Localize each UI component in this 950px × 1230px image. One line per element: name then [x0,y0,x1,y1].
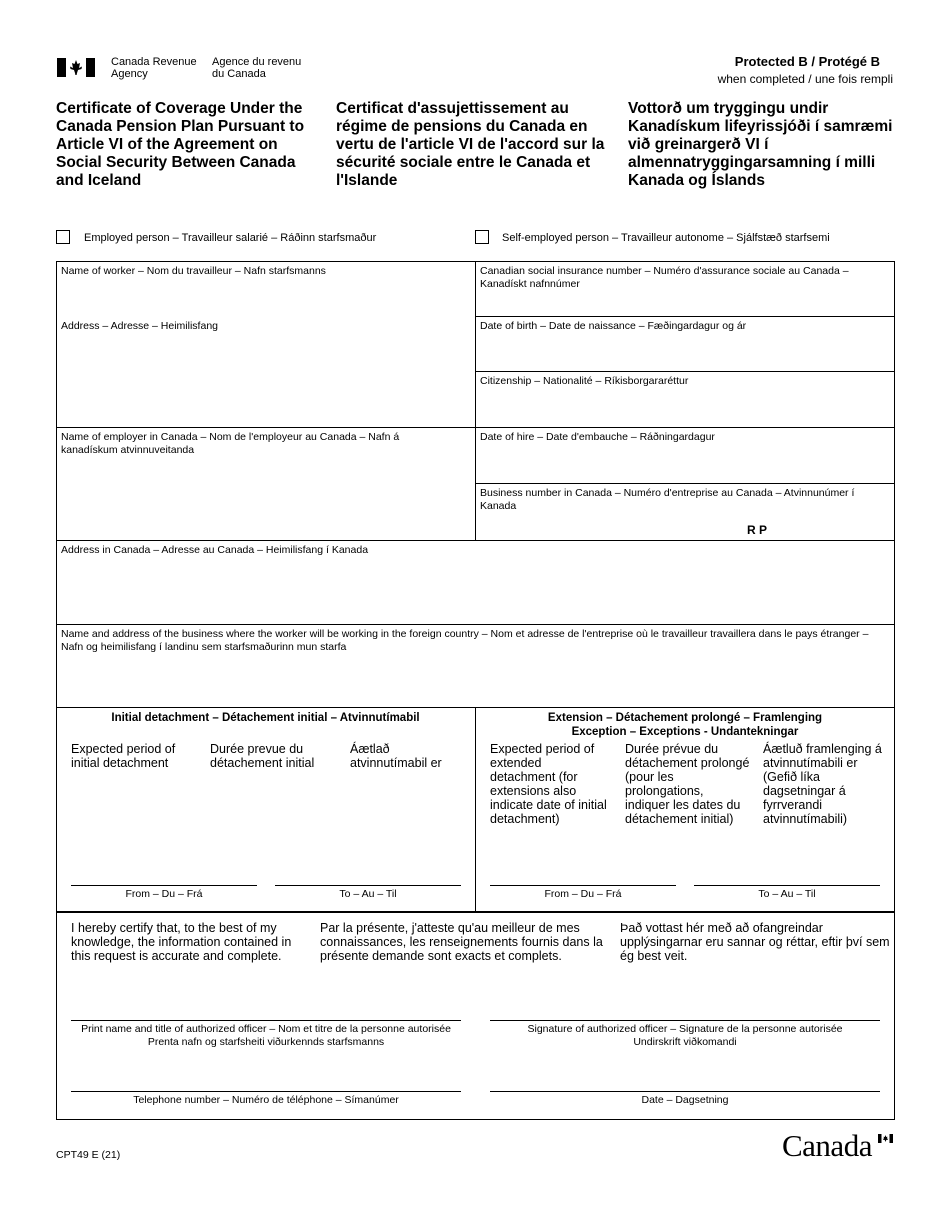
agency-name-en: Canada Revenue Agency [111,56,197,80]
initial-col-is: Áætlað atvinnutímabil er [350,742,442,770]
initial-from-label: From – Du – Frá [125,888,203,900]
certify-fr: Par la présente, j'atteste qu'au meilleur de mes connaissances, les renseignements fournis dans la présente demande sont exacts et complets. [320,921,603,963]
initial-to-label: To – Au – Til [339,888,397,900]
business-foreign-label: Name and address of the business where the worker will be working in the foreign country – Nom et adresse de l'entreprise où le travailleur travaillera dans le pays étranger – Nafn og heimilisfang í landinu sem starfsmaðurinn mun starfa [61,628,869,653]
date-field[interactable] [490,1094,880,1107]
signature-field[interactable] [485,1023,885,1048]
employed-label: Employed person – Travailleur salarié – Ráðinn starfsmaður [84,232,377,244]
title-fr: Certificat d'assujettissement au régime de pensions du Canada en vertu de l'article VI de l'accord sur la sécurité sociale entre le Canada et l'Islande [336,100,605,189]
address-canada-label: Address in Canada – Adresse au Canada – Heimilisfang í Kanada [61,544,369,556]
initial-col-en: Expected period of initial detachment [71,742,176,770]
rp-label: R P [747,523,768,537]
extension-from-field[interactable] [490,888,676,902]
self-employed-label: Self-employed person – Travailleur autonome – Sjálfstæð starfsemi [502,232,830,244]
certify-is: Það vottast hér með að ofangreindar upplýsingarnar eru sannar og réttar, eftir því sem ég best veit. [620,921,890,963]
canada-flag-logo [57,58,95,77]
certify-en: I hereby certify that, to the best of my knowledge, the information contained in this request is accurate and complete. [71,921,292,963]
initial-col-fr: Durée prevue du détachement initial [210,742,315,770]
print-name-label-2: Prenta nafn og starfsheiti viðurkennds starfsmanns [147,1035,385,1048]
wordmark-flag-icon [878,1134,893,1143]
sin-label: Canadian social insurance number – Numéro d'assurance sociale au Canada – Kanadískt nafnnúmer [480,265,849,290]
signature-label-1: Signature of authorized officer – Signature de la personne autorisée [527,1023,843,1035]
address-field[interactable] [56,316,475,427]
self-employed-checkbox[interactable] [475,230,489,244]
form-code: CPT49 E (21) [56,1149,121,1161]
print-name-field[interactable] [66,1023,466,1048]
initial-from-field[interactable] [71,888,257,902]
initial-heading: Initial detachment – Détachement initial – Atvinnutímabil [111,712,420,724]
business-number-field[interactable] [475,483,895,540]
telephone-field[interactable] [71,1094,461,1107]
business-foreign-field[interactable] [56,624,895,707]
hire-date-label: Date of hire – Date d'embauche – Ráðningardagur [480,431,715,443]
worker-name-label: Name of worker – Nom du travailleur – Nafn starfsmanns [61,265,326,277]
telephone-label: Telephone number – Numéro de téléphone – Símanúmer [133,1094,399,1106]
date-label: Date – Dagsetning [641,1094,729,1106]
employer-field[interactable] [56,427,475,540]
address-canada-field[interactable] [56,540,895,624]
signature-label-2: Undirskrift viðkomandi [633,1035,737,1048]
extension-to-field[interactable] [694,888,880,902]
sin-field[interactable] [475,261,895,316]
extension-col-en: Expected period of extended detachment (for extensions also indicate date of initial detachment) [490,742,607,826]
title-en: Certificate of Coverage Under the Canada Pension Plan Pursuant to Article VI of the Agreement on Social Security Between Canada and Iceland [56,100,305,189]
initial-to-field[interactable] [275,888,461,902]
extension-col-is: Áætluð framlenging á atvinnutímabili er (Gefið líka dagsetningar á fyrrverandi atvinnutímabili) [763,742,882,826]
extension-to-label: To – Au – Til [758,888,816,900]
extension-col-fr: Durée prévue du détachement prolongé (pour les prolongations, indiquer les dates du détachement initial) [625,742,750,826]
business-number-label: Business number in Canada – Numéro d'entreprise au Canada – Atvinnunúmer í Kanada [480,487,855,512]
dob-field[interactable] [475,316,895,371]
extension-from-label: From – Du – Frá [544,888,622,900]
dob-label: Date of birth – Date de naissance – Fæðingardagur og ár [480,320,747,332]
protected-label: Protected B / Protégé B [734,54,880,69]
canada-wordmark: Canada [782,1128,894,1164]
employed-checkbox[interactable] [56,230,70,244]
title-is: Vottorð um tryggingu undir Kanadískum lifeyrissjóði í samræmi við greinargerð VI í almennatryggingarsamning í milli Kanada og Íslands [628,100,893,189]
citizenship-label: Citizenship – Nationalité – Ríkisborgararéttur [480,375,689,387]
employer-label: Name of employer in Canada – Nom de l'employeur au Canada – Nafn á kanadískum atvinnuveitanda [61,431,400,456]
protected-sublabel: when completed / une fois rempli [717,72,893,86]
hire-date-field[interactable] [475,427,895,483]
extension-heading: Extension – Détachement prolongé – Framlenging Exception – Exceptions - Undantekningar [547,712,823,738]
print-name-label-1: Print name and title of authorized officer – Nom et titre de la personne autorisée [81,1023,451,1035]
agency-name-fr: Agence du revenu du Canada [212,56,302,80]
citizenship-field[interactable] [475,371,895,427]
address-label: Address – Adresse – Heimilisfang [61,320,218,332]
